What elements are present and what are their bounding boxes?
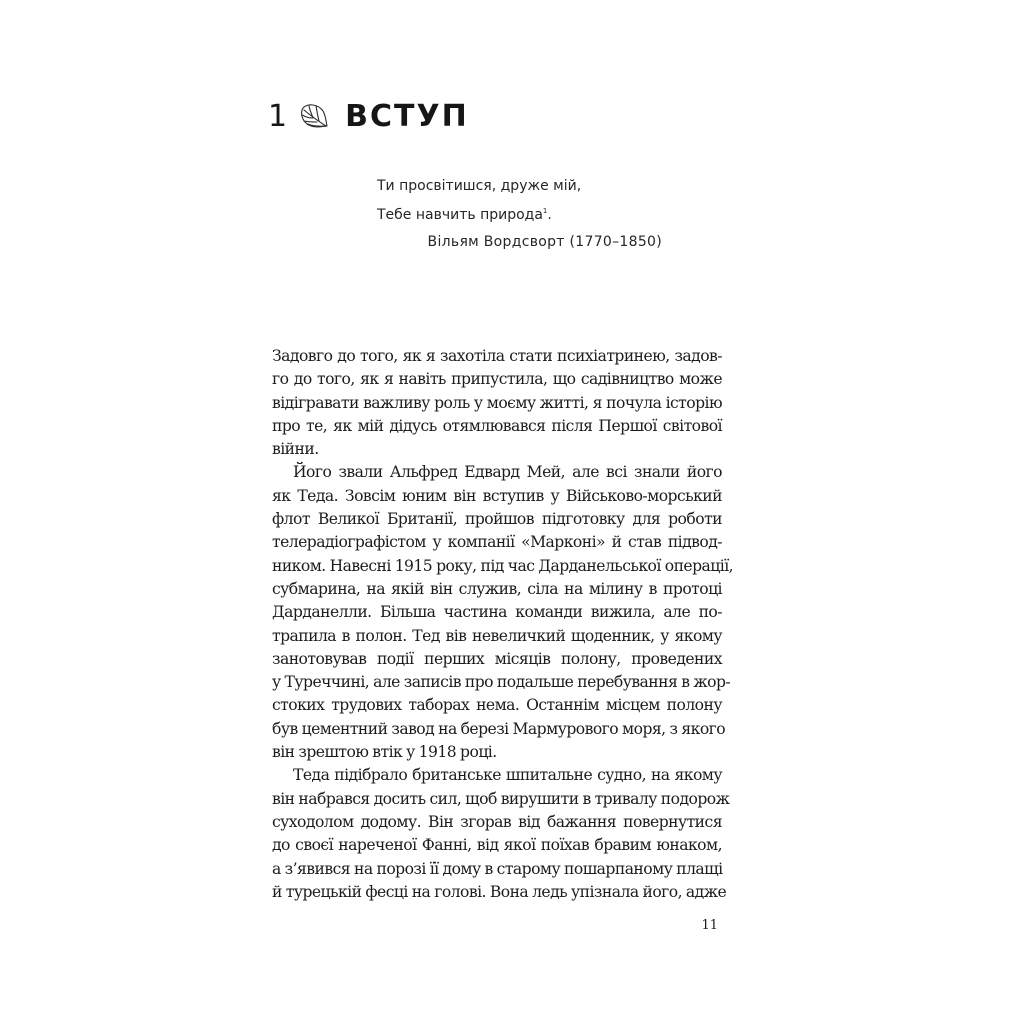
text-line: го до того, як я навіть припустила, що садівництво може: [272, 370, 722, 389]
text-line: як Теда. Зовсім юним він вступив у Військово-морський: [272, 486, 722, 505]
text-line: субмарина, на якій він служив, сіла на мілину в протоці: [272, 579, 722, 598]
text-line: він набрався досить сил, щоб вирушити в тривалу подорож: [272, 789, 730, 808]
epigraph-author: Вільям Вордсворт (1770–1850): [427, 234, 662, 250]
text-line: Дарданелли. Більша частина команди вижила, але по-: [272, 603, 722, 622]
text-line: він зрештою втік у 1918 році.: [272, 743, 497, 762]
chapter-heading: [268, 96, 469, 136]
footnote-marker[interactable]: 1: [542, 207, 548, 215]
text-line: суходолом додому. Він згорав від бажання повернутися: [272, 812, 722, 831]
text-line: був цементний завод на березі Мармурового моря, з якого: [272, 719, 726, 738]
paragraph-3: [272, 764, 730, 904]
epigraph: [377, 174, 662, 254]
leaf-icon: [299, 102, 329, 130]
epigraph-line: [377, 199, 662, 224]
paragraph-2: [272, 461, 734, 764]
text-line: ником. Навесні 1915 року, під час Дарданельської операції,: [272, 556, 734, 575]
text-line: у Туреччині, але записів про подальше перебування в жор-: [272, 673, 731, 692]
text-line: трапила в полон. Тед вів невеличкий щоденник, у якому: [272, 626, 722, 645]
text-line: відігравати важливу роль у моєму житті, я почула історію: [272, 393, 722, 412]
epigraph-line-punctuation: .: [547, 207, 552, 223]
text-line: а з’явився на порозі її дому в старому пошарпаному плащі: [272, 859, 723, 878]
chapter-number: 1: [268, 98, 290, 134]
text-line: стоких трудових таборах нема. Останнім місцем полону: [272, 696, 722, 715]
text-line: флот Великої Британії, пройшов підготовку для роботи: [272, 510, 722, 529]
text-line: занотовував події перших місяців полону, проведених: [272, 649, 722, 668]
page-number: 11: [701, 918, 718, 933]
epigraph-line-text: Тебе навчить природа: [377, 207, 543, 223]
paragraph-1: [272, 345, 722, 461]
text-line: й турецькій фесці на голові. Вона ледь упізнала його, адже: [272, 882, 727, 901]
text-line: Задовго до того, як я захотіла стати психіатринею, задов-: [272, 347, 722, 365]
text-line: телерадіографістом у компанії «Марконі» й став підвод-: [272, 533, 722, 552]
epigraph-line: Ти просвітишся, друже мій,: [377, 178, 582, 194]
text-line: Його звали Альфред Едвард Мей, але всі знали його: [293, 463, 722, 482]
text-line: війни.: [272, 440, 319, 459]
text-line: про те, як мій дідусь отямлювався після Першої світової: [272, 416, 722, 435]
text-line: до своєї нареченої Фанні, від якої поїхав бравим юнаком,: [272, 836, 722, 855]
text-line: Теда підібрало британське шпитальне судно, на якому: [293, 766, 722, 785]
body-text: [272, 345, 734, 904]
chapter-title: ВСТУП: [345, 98, 469, 134]
